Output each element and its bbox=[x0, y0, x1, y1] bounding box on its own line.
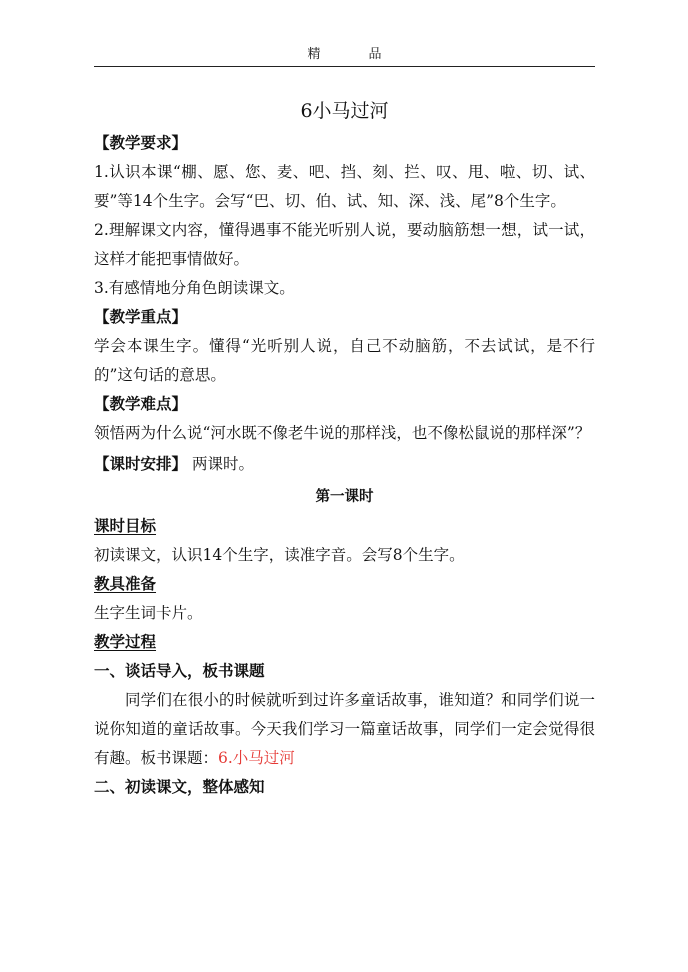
header-right-text: 品 bbox=[368, 47, 382, 62]
goal-text: 初读课文，认识14个生字，读准字音。会写8个生字。 bbox=[94, 546, 465, 564]
requirement-item-1: 1.认识本课“棚、愿、您、麦、吧、挡、刻、拦、叹、甩、啦、切、试、要”等14个生字。会写“巴、切、伯、试、知、深、浅、尾”8个生字。 bbox=[94, 163, 595, 210]
difficulties-heading: 【教学难点】 bbox=[94, 395, 188, 413]
key-points-heading: 【教学重点】 bbox=[94, 308, 188, 326]
running-header bbox=[94, 45, 595, 67]
schedule-text: 两课时。 bbox=[191, 455, 254, 473]
requirement-item-3: 3.有感情地分角色朗读课文。 bbox=[94, 279, 295, 297]
key-points-text: 学会本课生字。懂得“光听别人说，自己不动脑筋，不去试试，是不行的”这句话的意思。 bbox=[94, 337, 595, 384]
requirements-heading: 【教学要求】 bbox=[94, 134, 188, 152]
step1-text: 同学们在很小的时候就听到过许多童话故事，谁知道？和同学们说一说你知道的童话故事。今天我们学习一篇童话故事，同学们一定会觉得很有趣。板书课题： bbox=[94, 691, 595, 767]
requirement-item-2: 2.理解课文内容，懂得遇事不能光听别人说，要动脑筋想一想，试一试，这样才能把事情做好。 bbox=[94, 221, 595, 268]
prep-heading: 教具准备 bbox=[94, 575, 157, 593]
process-heading: 教学过程 bbox=[94, 633, 157, 651]
step2-heading: 二、初读课文，整体感知 bbox=[94, 778, 265, 796]
document-body bbox=[94, 96, 595, 802]
step1-paragraph bbox=[94, 686, 595, 773]
board-title: 6.小马过河 bbox=[218, 749, 295, 767]
schedule-line bbox=[94, 450, 595, 479]
goal-heading: 课时目标 bbox=[94, 517, 157, 535]
lesson-title: 6小马过河 bbox=[300, 100, 389, 122]
step1-heading: 一、谈话导入，板书课题 bbox=[94, 662, 265, 680]
difficulties-text: 领悟两为什么说“河水既不像老牛说的那样浅，也不像松鼠说的那样深”？ bbox=[94, 424, 591, 442]
schedule-heading: 【课时安排】 bbox=[94, 455, 188, 473]
prep-text: 生字生词卡片。 bbox=[94, 604, 203, 622]
lesson1-title: 第一课时 bbox=[315, 489, 374, 505]
header-left-text: 精 bbox=[307, 47, 321, 62]
